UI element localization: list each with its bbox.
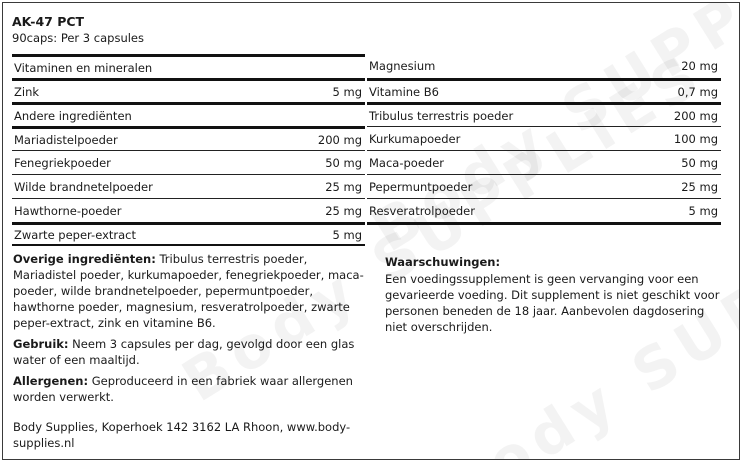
ingredient-amount: 50 mg <box>681 155 718 170</box>
ingredient-name: Mariadistelpoeder <box>14 132 118 147</box>
table-row <box>367 126 721 150</box>
ingredient-name: Resveratrolpoeder <box>369 203 475 218</box>
table-row <box>367 198 721 222</box>
ingredient-name: Zwarte peper-extract <box>14 227 136 242</box>
ingredient-name: Tribulus terrestris poeder <box>369 108 514 123</box>
ingredient-name: Hawthorne-poeder <box>14 203 122 218</box>
ingredient-amount: 0,7 mg <box>677 84 718 99</box>
warnings-text: Een voedingssupplement is geen vervanging voor een gevarieerde voeding. Dit supplement is niet geschikt voor personen beneden de 18 jaar. Aanbevolen dagdosering niet overschrijden. <box>385 272 720 334</box>
serving-info: 90caps: Per 3 capsules <box>12 31 144 45</box>
table-row <box>12 102 365 126</box>
ingredient-name: Kurkumapoeder <box>369 131 461 146</box>
company-address: Body Supplies, Koperhoek 142 3162 LA Rhoon, www.body-supplies.nl <box>13 420 351 450</box>
usage <box>13 336 365 368</box>
table-row <box>12 150 365 174</box>
ingredient-amount: 20 mg <box>681 59 718 73</box>
ingredient-amount: 5 mg <box>332 84 362 99</box>
table-divider <box>367 222 721 225</box>
ingredient-amount: 5 mg <box>688 203 718 218</box>
usage-text: Neem 3 capsules per dag, gevolgd door een glas water of een maaltijd. <box>13 337 355 367</box>
ingredient-name: Fenegriekpoeder <box>14 155 111 170</box>
ingredient-name: Magnesium <box>369 59 436 73</box>
usage-label: Gebruik: <box>13 337 69 351</box>
ingredient-name: Zink <box>14 84 40 99</box>
table-row <box>12 126 365 150</box>
allergens <box>13 373 365 405</box>
ingredient-amount: 5 mg <box>332 227 362 242</box>
product-details <box>13 251 365 456</box>
allergens-text: Geproduceerd in een fabriek waar allergenen worden verwerkt. <box>13 374 353 404</box>
table-row <box>12 54 365 78</box>
table-row <box>367 54 721 78</box>
ingredient-amount: 25 mg <box>325 203 362 218</box>
table-row <box>12 174 365 198</box>
ingredient-name: Vitaminen en mineralen <box>14 60 153 75</box>
ingredient-amount: 25 mg <box>325 179 362 194</box>
allergens-label: Allergenen: <box>13 374 89 388</box>
other-ingredients-label: Overige ingrediënten: <box>13 252 156 266</box>
ingredient-amount: 100 mg <box>673 131 718 146</box>
table-row <box>367 150 721 174</box>
table-row <box>367 78 721 102</box>
other-ingredients <box>13 251 365 331</box>
ingredient-name: Wilde brandnetelpoeder <box>14 179 153 194</box>
warnings-label: Waarschuwingen: <box>385 255 501 269</box>
ingredient-amount: 200 mg <box>673 108 718 123</box>
ingredient-amount: 25 mg <box>681 179 718 194</box>
table-row <box>12 198 365 222</box>
product-title: AK-47 PCT <box>12 14 85 29</box>
ingredient-name: Maca-poeder <box>369 155 445 170</box>
ingredient-amount: 50 mg <box>325 155 362 170</box>
ingredient-name: Pepermuntpoeder <box>369 179 473 194</box>
nutrition-table-left <box>12 54 365 246</box>
ingredient-amount: 200 mg <box>317 132 362 147</box>
table-row <box>367 174 721 198</box>
table-row <box>367 102 721 126</box>
table-row <box>12 78 365 102</box>
nutrition-table-right-rows <box>367 54 721 225</box>
warnings <box>385 254 725 335</box>
other-ingredients-text: Tribulus terrestris poeder, Mariadistel poeder, kurkumapoeder, fenegriekpoeder, maca-poeder, wilde brandnetelpoeder, pepermuntpoeder, hawthorne poeder, magnesium, resveratrolpoeder, zwarte peper-extract, zink en vitamine B6. <box>13 252 364 330</box>
ingredient-name: Vitamine B6 <box>369 84 439 99</box>
ingredient-name: Andere ingrediënten <box>14 108 132 123</box>
supplement-label <box>2 2 740 460</box>
table-row <box>12 222 365 246</box>
